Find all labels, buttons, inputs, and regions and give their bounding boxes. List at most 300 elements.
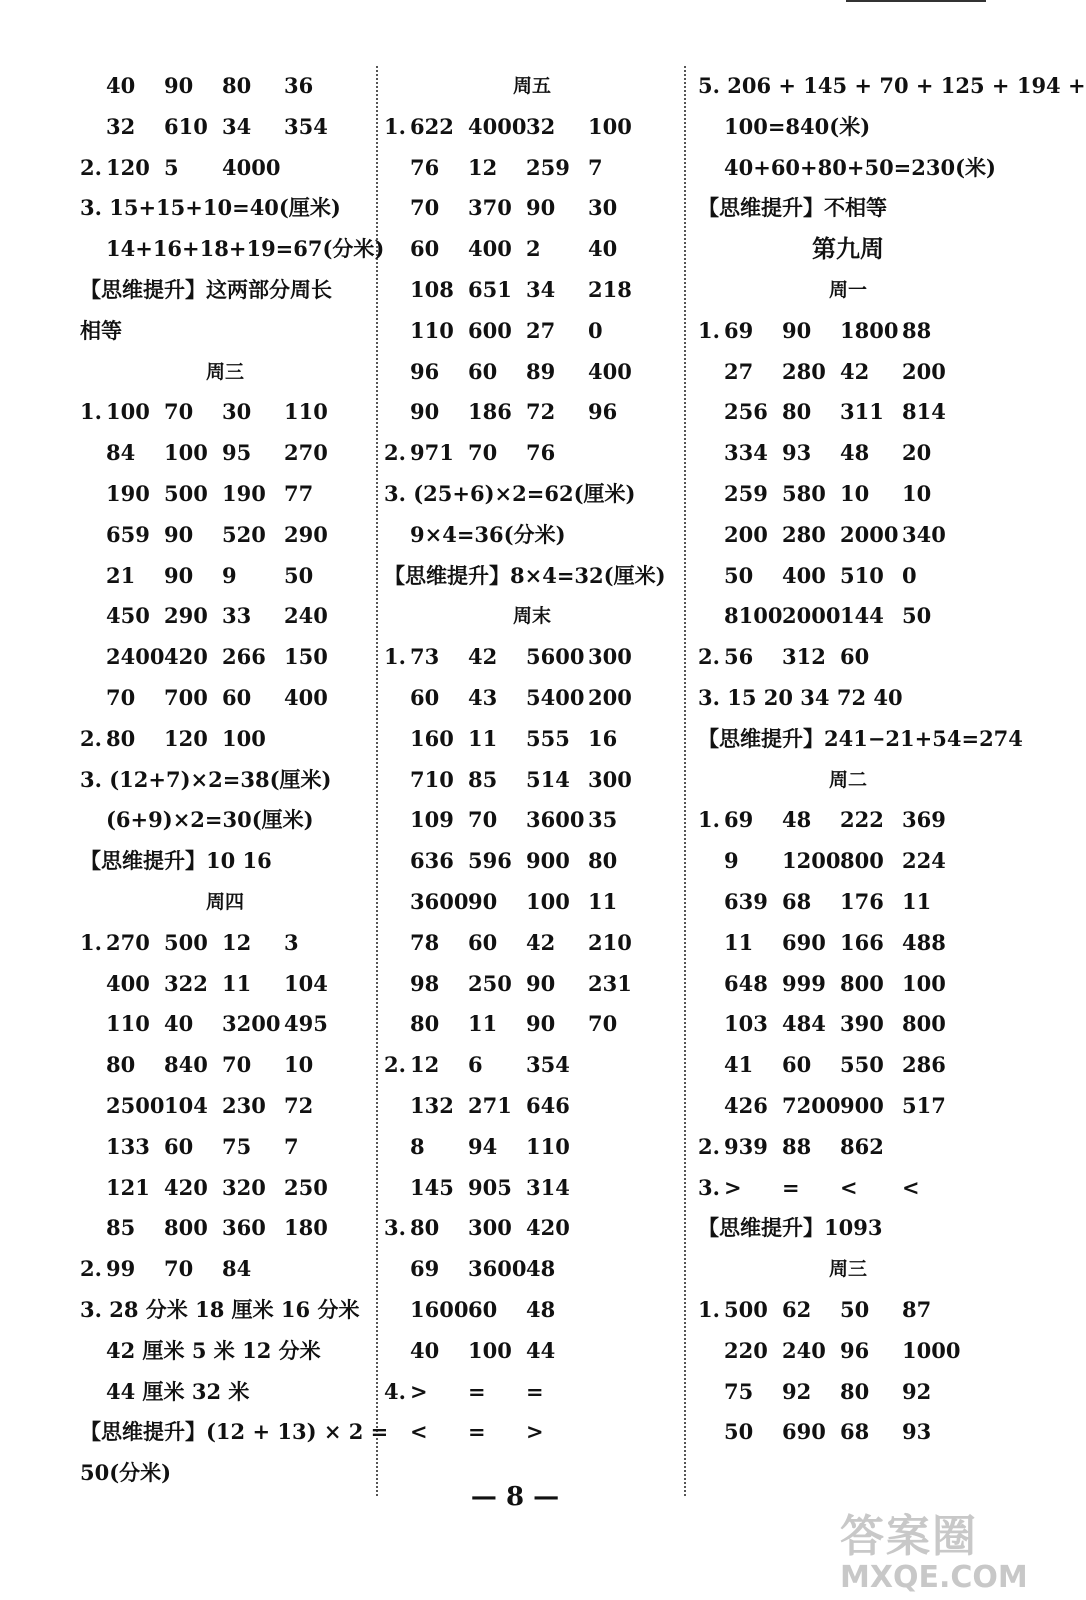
answer-cell: 69: [724, 807, 754, 833]
answer-cell: 50: [284, 562, 314, 588]
answer-row: [698, 1127, 998, 1168]
answer-cell: 12: [468, 154, 498, 180]
answer-cell: 200: [588, 684, 632, 710]
answer-cell: 500: [164, 929, 208, 955]
answer-cell: 230: [222, 1092, 266, 1118]
answer-row: [384, 1249, 680, 1290]
section-heading: 周三: [828, 1258, 867, 1281]
answer-cell: 500: [724, 1296, 768, 1322]
answer-cell: 800: [840, 848, 884, 874]
question-number: 2.: [80, 1256, 102, 1282]
answer-cell: 56: [724, 644, 754, 670]
question-number: 2.: [80, 154, 102, 180]
answer-cell: 150: [284, 644, 328, 670]
answer-cell: 75: [724, 1378, 754, 1404]
answer-cell: 72: [284, 1092, 314, 1118]
answer-row: [384, 433, 680, 474]
answer-row: [384, 311, 680, 352]
answer-cell: 12: [222, 929, 252, 955]
answer-row: [384, 964, 680, 1005]
answer-cell: 484: [782, 1011, 826, 1037]
answer-cell: 400: [782, 562, 826, 588]
answer-row: [698, 1290, 998, 1331]
answer-cell: 36: [284, 73, 314, 98]
answer-cell: 600: [468, 317, 512, 343]
answer-cell: 93: [902, 1419, 932, 1445]
answer-cell: 400: [284, 684, 328, 710]
answer-cell: 70: [222, 1052, 252, 1078]
answer-cell: 60: [840, 644, 870, 670]
answer-cell: 80: [410, 1011, 440, 1037]
answer-cell: 90: [468, 888, 498, 914]
section-heading: 周末: [512, 605, 551, 628]
answer-cell: 999: [782, 970, 826, 996]
answer-cell: 76: [526, 440, 556, 466]
answer-cell: 78: [410, 929, 440, 955]
answer-cell: 190: [106, 480, 150, 506]
answer-cell: 11: [468, 725, 498, 751]
answer-cell: 710: [410, 766, 454, 792]
answer-cell: 320: [222, 1174, 266, 1200]
answer-cell: >: [724, 1174, 742, 1200]
answer-row: [80, 678, 370, 719]
answer-cell: 488: [902, 929, 946, 955]
answer-cell: 200: [724, 521, 768, 547]
answer-row: [698, 596, 998, 637]
answer-cell: 370: [468, 195, 512, 221]
answer-row: [80, 515, 370, 556]
answer-cell: <: [840, 1174, 858, 1200]
answer-cell: 60: [468, 358, 498, 384]
answer-cell: 270: [106, 929, 150, 955]
answer-text: 【思维提升】10 16: [80, 848, 272, 874]
answer-cell: 259: [526, 154, 570, 180]
answer-cell: 11: [222, 970, 252, 996]
answer-cell: =: [468, 1419, 486, 1445]
answer-cell: 190: [222, 480, 266, 506]
answer-row: [80, 964, 370, 1005]
answer-cell: 1600: [410, 1296, 469, 1322]
answer-row: [384, 800, 680, 841]
answer-cell: 250: [468, 970, 512, 996]
answer-cell: 110: [410, 317, 454, 343]
answer-row: [698, 1168, 998, 1209]
answer-cell: 33: [222, 603, 252, 629]
answer-cell: 1800: [840, 317, 899, 343]
answer-text: 【思维提升】(12 + 13) × 2 =: [80, 1419, 389, 1445]
answer-cell: 77: [284, 480, 314, 506]
answer-cell: 89: [526, 358, 556, 384]
answer-cell: 44: [526, 1337, 556, 1363]
answer-cell: 92: [902, 1378, 932, 1404]
answer-text: 3. (25+6)×2=62(厘米): [384, 480, 636, 506]
answer-cell: 520: [222, 521, 266, 547]
answer-cell: 300: [588, 766, 632, 792]
answer-row: [384, 1004, 680, 1045]
answer-cell: 104: [164, 1092, 208, 1118]
answer-cell: 40: [588, 236, 618, 262]
answer-cell: 100: [902, 970, 946, 996]
answer-row: [80, 1127, 370, 1168]
answer-row: [80, 474, 370, 515]
question-number: 1.: [80, 929, 102, 955]
answer-cell: 646: [526, 1092, 570, 1118]
answer-cell: 426: [724, 1092, 768, 1118]
answer-cell: 144: [840, 603, 884, 629]
top-rule: [846, 0, 986, 8]
answer-text: 【思维提升】1093: [698, 1215, 883, 1241]
answer-row: [80, 1086, 370, 1127]
answer-cell: 311: [840, 399, 884, 425]
answer-text: 3. 15 20 34 72 40: [698, 684, 903, 710]
answer-row: [80, 556, 370, 597]
answer-cell: 180: [284, 1215, 328, 1241]
answer-row: [80, 66, 370, 107]
answer-cell: 2000: [782, 603, 841, 629]
answer-row: [80, 1045, 370, 1086]
answer-cell: 70: [106, 684, 136, 710]
answer-cell: 900: [840, 1092, 884, 1118]
answer-row: [80, 1168, 370, 1209]
answer-cell: 939: [724, 1133, 768, 1159]
answer-row: [698, 515, 998, 556]
answer-cell: 92: [782, 1378, 812, 1404]
answer-cell: 514: [526, 766, 570, 792]
question-number: 3.: [698, 1174, 720, 1200]
answer-cell: 85: [106, 1215, 136, 1241]
answer-row: [698, 433, 998, 474]
answer-cell: 60: [782, 1052, 812, 1078]
answer-cell: 69: [410, 1256, 440, 1282]
answer-cell: 90: [782, 317, 812, 343]
answer-cell: 50: [840, 1296, 870, 1322]
answer-cell: 50: [724, 1419, 754, 1445]
answer-cell: 27: [724, 358, 754, 384]
answer-cell: 85: [468, 766, 498, 792]
answer-cell: <: [410, 1419, 428, 1445]
answer-cell: 88: [902, 317, 932, 343]
answer-row: [384, 760, 680, 801]
answer-cell: 450: [106, 603, 150, 629]
answer-cell: 7200: [782, 1092, 841, 1118]
answer-row: [80, 148, 370, 189]
answer-cell: 0: [588, 317, 603, 343]
answer-cell: 659: [106, 521, 150, 547]
question-number: 2.: [80, 725, 102, 751]
answer-cell: <: [902, 1174, 920, 1200]
answer-cell: 354: [526, 1052, 570, 1078]
answer-cell: 110: [526, 1133, 570, 1159]
page-number: — 8 —: [470, 1482, 560, 1512]
answer-cell: 100: [106, 399, 150, 425]
answer-cell: 3600: [526, 807, 585, 833]
answer-cell: 420: [164, 1174, 208, 1200]
answer-cell: 400: [468, 236, 512, 262]
answer-cell: 690: [782, 1419, 826, 1445]
answer-cell: 90: [164, 73, 194, 98]
answer-cell: >: [410, 1378, 428, 1404]
answer-cell: 48: [782, 807, 812, 833]
answer-cell: 7: [284, 1133, 299, 1159]
answer-row: [80, 107, 370, 148]
answer-cell: 334: [724, 440, 768, 466]
answer-cell: 495: [284, 1011, 328, 1037]
answer-cell: 256: [724, 399, 768, 425]
answer-cell: 30: [588, 195, 618, 221]
answer-cell: 120: [164, 725, 208, 751]
question-number: 2.: [384, 1052, 406, 1078]
answer-text: 3. 28 分米 18 厘米 16 分米: [80, 1296, 360, 1322]
answer-cell: 800: [902, 1011, 946, 1037]
answer-cell: 800: [164, 1215, 208, 1241]
section-heading: 周三: [205, 360, 244, 383]
answer-cell: 100: [468, 1337, 512, 1363]
answer-cell: 651: [468, 276, 512, 302]
answer-cell: 300: [468, 1215, 512, 1241]
answer-cell: 60: [410, 684, 440, 710]
answer-cell: 70: [468, 807, 498, 833]
answer-row: [698, 556, 998, 597]
answer-row: [384, 270, 680, 311]
answer-cell: 2: [526, 236, 541, 262]
answer-cell: 21: [106, 562, 136, 588]
answer-cell: 369: [902, 807, 946, 833]
answer-cell: 121: [106, 1174, 150, 1200]
answer-cell: 200: [902, 358, 946, 384]
answer-cell: 145: [410, 1174, 454, 1200]
answer-cell: 43: [468, 684, 498, 710]
answer-cell: 400: [588, 358, 632, 384]
answer-cell: 220: [724, 1337, 768, 1363]
answer-cell: 280: [782, 358, 826, 384]
answer-row: [698, 964, 998, 1005]
answer-row: [384, 719, 680, 760]
answer-row: [698, 311, 998, 352]
answer-cell: 905: [468, 1174, 512, 1200]
answer-text: 9×4=36(分米): [410, 521, 566, 547]
answer-cell: 517: [902, 1092, 946, 1118]
answer-cell: 88: [782, 1133, 812, 1159]
answer-row: [698, 1331, 998, 1372]
answer-cell: 240: [284, 603, 328, 629]
answer-cell: 360: [222, 1215, 266, 1241]
answer-cell: 270: [284, 440, 328, 466]
answer-cell: 259: [724, 480, 768, 506]
answer-cell: 108: [410, 276, 454, 302]
answer-cell: 322: [164, 970, 208, 996]
answer-text: 相等: [80, 317, 122, 343]
answer-cell: 186: [468, 399, 512, 425]
question-number: 1.: [80, 399, 102, 425]
section-heading: 周一: [828, 278, 867, 301]
answer-row: [384, 1290, 680, 1331]
answer-cell: 96: [840, 1337, 870, 1363]
answer-cell: 99: [106, 1256, 136, 1282]
answer-cell: 48: [526, 1256, 556, 1282]
answer-cell: 555: [526, 725, 570, 751]
answer-cell: 98: [410, 970, 440, 996]
answer-cell: 94: [468, 1133, 498, 1159]
answer-cell: 840: [164, 1052, 208, 1078]
answer-cell: 80: [782, 399, 812, 425]
answer-cell: 550: [840, 1052, 884, 1078]
answer-cell: 2400: [106, 644, 165, 670]
answer-row: [384, 1045, 680, 1086]
answer-cell: 120: [106, 154, 150, 180]
answer-cell: 3200: [222, 1011, 281, 1037]
question-number: 1.: [698, 1296, 720, 1322]
answer-cell: 176: [840, 888, 884, 914]
answer-text: 100=840(米): [724, 113, 871, 139]
answer-cell: 231: [588, 970, 632, 996]
answer-cell: 90: [526, 195, 556, 221]
question-number: 2.: [698, 1133, 720, 1159]
answer-row: [80, 433, 370, 474]
answer-cell: 69: [724, 317, 754, 343]
answer-row: [384, 1086, 680, 1127]
answer-row: [80, 923, 370, 964]
answer-cell: 40: [410, 1337, 440, 1363]
answer-cell: =: [526, 1378, 544, 1404]
answer-cell: 0: [902, 562, 917, 588]
question-number: 2.: [384, 440, 406, 466]
watermark-title: 答案圈: [840, 1511, 978, 1562]
column-divider: [684, 66, 686, 1496]
answer-row: [80, 392, 370, 433]
answer-cell: 690: [782, 929, 826, 955]
answer-cell: 70: [468, 440, 498, 466]
answer-cell: 10: [902, 480, 932, 506]
answer-cell: 271: [468, 1092, 512, 1118]
answer-cell: 100: [222, 725, 266, 751]
answer-cell: 35: [588, 807, 618, 833]
answer-cell: 40: [106, 73, 136, 98]
answer-cell: 10: [840, 480, 870, 506]
answer-text: (6+9)×2=30(厘米): [106, 807, 314, 833]
answer-row: [384, 392, 680, 433]
answer-row: [80, 1208, 370, 1249]
answer-cell: 400: [106, 970, 150, 996]
answer-cell: 84: [106, 440, 136, 466]
answer-cell: 42: [468, 644, 498, 670]
answer-row: [698, 1004, 998, 1045]
answer-cell: 132: [410, 1092, 454, 1118]
answer-text: 3. (12+7)×2=38(厘米): [80, 766, 332, 792]
answer-row: [384, 107, 680, 148]
answer-cell: 60: [468, 1296, 498, 1322]
question-number: 4.: [384, 1378, 406, 1404]
answer-cell: 700: [164, 684, 208, 710]
answer-row: [698, 392, 998, 433]
answer-row: [384, 148, 680, 189]
answer-text: 44 厘米 32 米: [106, 1378, 250, 1404]
answer-cell: 100: [164, 440, 208, 466]
answer-cell: 70: [410, 195, 440, 221]
answer-text: 14+16+18+19=67(分米): [106, 236, 385, 262]
answer-cell: 68: [840, 1419, 870, 1445]
answer-cell: 80: [106, 1052, 136, 1078]
answer-row: [80, 1004, 370, 1045]
answer-row: [384, 1412, 680, 1453]
answer-cell: 40: [164, 1011, 194, 1037]
answer-cell: 648: [724, 970, 768, 996]
answer-cell: 280: [782, 521, 826, 547]
answer-cell: 210: [588, 929, 632, 955]
answer-text: 【思维提升】8×4=32(厘米): [384, 562, 666, 588]
answer-cell: 133: [106, 1133, 150, 1159]
answer-cell: 420: [164, 644, 208, 670]
answer-row: [698, 841, 998, 882]
answer-cell: 60: [468, 929, 498, 955]
answer-cell: 110: [106, 1011, 150, 1037]
answer-cell: 34: [526, 276, 556, 302]
answer-cell: 639: [724, 888, 768, 914]
answer-cell: 814: [902, 399, 946, 425]
answer-text: 3. 15+15+10=40(厘米): [80, 195, 341, 221]
answer-row: [384, 923, 680, 964]
answer-row: [384, 637, 680, 678]
answer-cell: 862: [840, 1133, 884, 1159]
answer-cell: 250: [284, 1174, 328, 1200]
answer-cell: 11: [468, 1011, 498, 1037]
answer-cell: 222: [840, 807, 884, 833]
section-heading: 周四: [205, 890, 244, 913]
answer-row: [698, 1086, 998, 1127]
answer-row: [384, 1372, 680, 1413]
section-heading: 周五: [512, 75, 551, 97]
answer-cell: 971: [410, 440, 454, 466]
answer-cell: 95: [222, 440, 252, 466]
answer-cell: 420: [526, 1215, 570, 1241]
answer-text: 【思维提升】不相等: [698, 195, 887, 221]
answer-cell: 8100: [724, 603, 783, 629]
answer-cell: 300: [588, 644, 632, 670]
answer-text: 50(分米): [80, 1460, 172, 1486]
answer-row: [384, 1127, 680, 1168]
answer-cell: 500: [164, 480, 208, 506]
answer-row: [384, 1331, 680, 1372]
question-number: 1.: [384, 644, 406, 670]
answer-cell: 60: [410, 236, 440, 262]
answer-cell: 84: [222, 1256, 252, 1282]
answer-row: [698, 1412, 998, 1453]
answer-cell: 93: [782, 440, 812, 466]
answer-cell: 70: [164, 399, 194, 425]
answer-row: [80, 719, 370, 760]
answer-cell: 510: [840, 562, 884, 588]
answer-cell: 390: [840, 1011, 884, 1037]
answer-cell: 166: [840, 929, 884, 955]
answer-cell: 104: [284, 970, 328, 996]
answer-cell: 312: [782, 644, 826, 670]
answer-row: [384, 882, 680, 923]
answer-cell: 11: [588, 888, 618, 914]
answer-column-2: [384, 66, 680, 1453]
answer-cell: 218: [588, 276, 632, 302]
answer-cell: 6: [468, 1052, 483, 1078]
question-number: 3.: [384, 1215, 406, 1241]
answer-cell: 42: [840, 358, 870, 384]
answer-cell: 3: [284, 929, 299, 955]
answer-cell: 90: [164, 562, 194, 588]
answer-cell: 5400: [526, 684, 585, 710]
answer-cell: 96: [410, 358, 440, 384]
answer-cell: 4000: [222, 154, 281, 180]
week-heading: 第九周: [812, 234, 884, 264]
answer-cell: 622: [410, 113, 454, 139]
watermark-url: MXQE.COM: [840, 1560, 1028, 1595]
answer-column-1: [80, 66, 389, 1494]
